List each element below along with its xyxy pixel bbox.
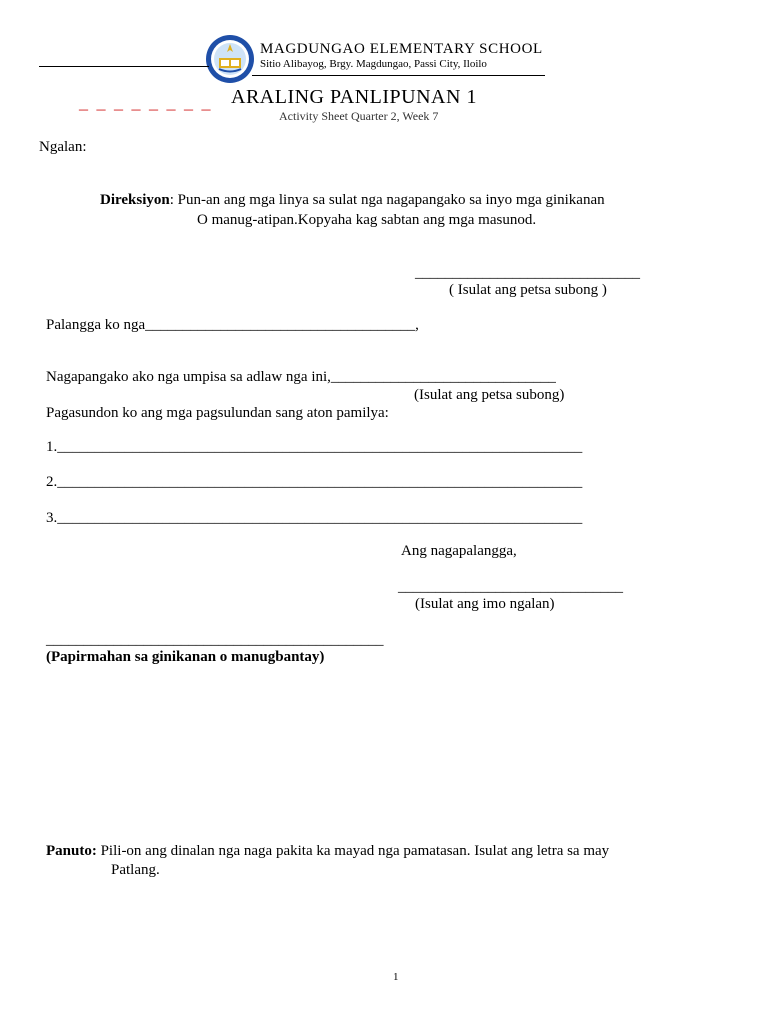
closing-text: Ang nagapalangga,: [401, 543, 517, 559]
header-divider-right: [252, 75, 545, 76]
palangga-line[interactable]: Palangga ko nga____________________________________,: [46, 317, 419, 333]
name-caption: (Isulat ang imo ngalan): [415, 596, 555, 612]
school-address: Sitio Alibayog, Brgy. Magdungao, Passi City, Iloilo: [260, 58, 487, 70]
school-logo: [205, 34, 255, 84]
rule-item-3[interactable]: 3.______________________________________________________________________: [46, 510, 583, 526]
rule-item-1[interactable]: 1.______________________________________________________________________: [46, 439, 583, 455]
header-divider-left: [39, 66, 209, 67]
panuto-line-1: [46, 843, 609, 860]
pagasundon-line: Pagasundon ko ang mga pagsulundan sang aton pamilya:: [46, 405, 389, 421]
panuto-line-2: Patlang.: [111, 862, 160, 878]
subject-title: ARALING PANLIPUNAN 1: [231, 86, 477, 108]
decorative-dashes: _ _ _ _ _ _ _ _: [79, 92, 213, 112]
direksiyon-line-1: [100, 192, 605, 209]
panuto-label: Panuto:: [46, 843, 97, 859]
nagapangako-line[interactable]: Nagapangako ako nga umpisa sa adlaw nga ini,______________________________: [46, 369, 556, 385]
date-caption: ( Isulat ang petsa subong ): [449, 282, 607, 298]
direksiyon-label: Direksiyon: [100, 192, 170, 208]
activity-sheet-label: Activity Sheet Quarter 2, Week 7: [279, 109, 439, 123]
signature-blank[interactable]: _____________________________________________: [46, 632, 384, 648]
rule-item-2[interactable]: 2.______________________________________________________________________: [46, 474, 583, 490]
ngalan-label: Ngalan:: [39, 139, 87, 155]
name-blank[interactable]: ______________________________: [398, 579, 623, 595]
direksiyon-text: : Pun-an ang mga linya sa sulat nga nagapangako sa inyo mga ginikanan: [169, 192, 605, 208]
page-number: 1: [393, 971, 399, 983]
date-blank[interactable]: ______________________________: [415, 265, 640, 281]
signature-caption: (Papirmahan sa ginikanan o manugbantay): [46, 649, 325, 665]
school-name: MAGDUNGAO ELEMENTARY SCHOOL: [260, 41, 543, 57]
direksiyon-line-2: O manug-atipan.Kopyaha kag sabtan ang mga masunod.: [197, 212, 537, 228]
nagapangako-caption: (Isulat ang petsa subong): [414, 387, 565, 403]
panuto-text: Pili-on ang dinalan nga naga pakita ka mayad nga pamatasan. Isulat ang letra sa may: [96, 843, 610, 859]
